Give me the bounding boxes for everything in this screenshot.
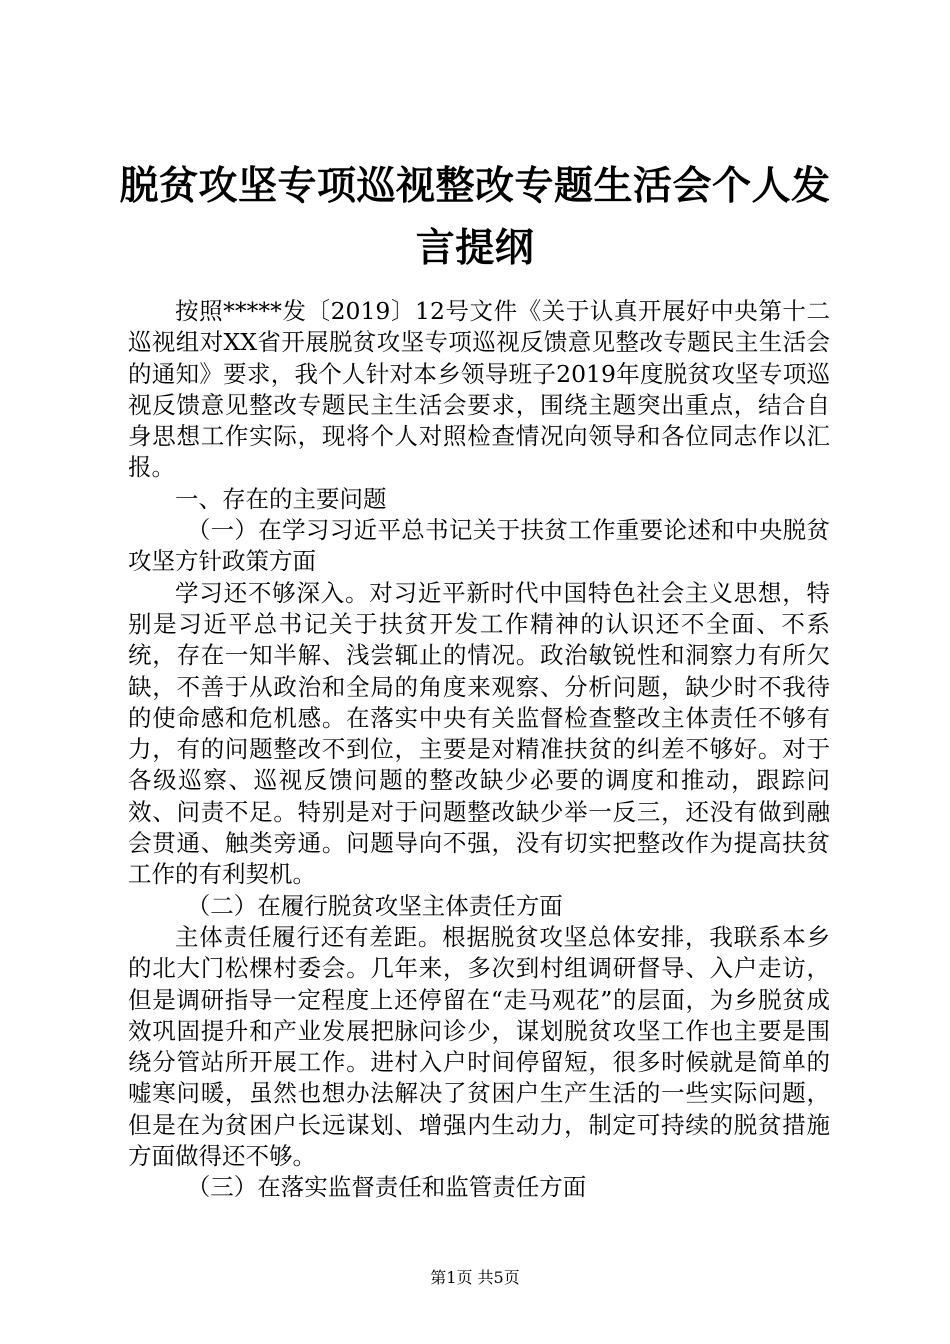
paragraph-study: 学习还不够深入。对习近平新时代中国特色社会主义思想，特别是习近平总书记关于扶贫开发工作精神的认识还不全面、不系统，存在一知半解、浅尝辄止的情况。政治敏锐性和洞察力有所欠缺，不善于从政治和全局的角度来观察、分析问题，缺少时不我待的使命感和危机感。在落实中央有关监督检查整改主体责任不够有力，有的问题整改不到位，主要是对精准扶贫的纠差不够好。对于各级巡察、巡视反馈问题的整改缺少必要的调度和推动，跟踪问效、问责不足。特别是对于问题整改缺少举一反三，还没有做到融会贯通、触类旁通。问题导向不强，没有切实把整改作为提高扶贫工作的有利契机。 [128, 578, 830, 889]
subsection-heading-3: （三）在落实监督责任和监管责任方面 [186, 1173, 587, 1202]
document-title: 脱贫攻坚专项巡视整改专题生活会个人发言提纲 [119, 163, 831, 271]
subsection-heading-2: （二）在履行脱贫攻坚主体责任方面 [186, 891, 563, 920]
subsection-heading-1: （一）在学习习近平总书记关于扶贫工作重要论述和中央脱贫攻坚方针政策方面 [128, 516, 830, 576]
intro-paragraph: 按照*****发〔2019〕12号文件《关于认真开展好中央第十二巡视组对XX省开展脱贫攻坚专项巡视反馈意见整改专题民主生活会的通知》要求，我个人针对本乡领导班子2019年度脱贫攻坚专项巡视反馈意见整改专题民主生活会要求，围绕主题突出重点，结合自身思想工作实际，现将个人对照检查情况向领导和各位同志作以汇报。 [128, 297, 830, 482]
paragraph-responsibility: 主体责任履行还有差距。根据脱贫攻坚总体安排，我联系本乡的北大门松棵村委会。几年来，多次到村组调研督导、入户走访，但是调研指导一定程度上还停留在“走马观花”的层面，为乡脱贫成效巩固提升和产业发展把脉问诊少，谋划脱贫攻坚工作也主要是围绕分管站所开展工作。进村入户时间停留短，很多时候就是简单的嘘寒问暖，虽然也想办法解决了贫困户生产生活的一些实际问题，但是在为贫困户长远谋划、增强内生动力，制定可持续的脱贫措施方面做得还不够。 [128, 922, 830, 1171]
document-body [128, 296, 830, 1204]
section-heading-problems: 一、存在的主要问题 [175, 484, 387, 513]
page-footer: 第1页 共5页 [430, 1268, 520, 1287]
